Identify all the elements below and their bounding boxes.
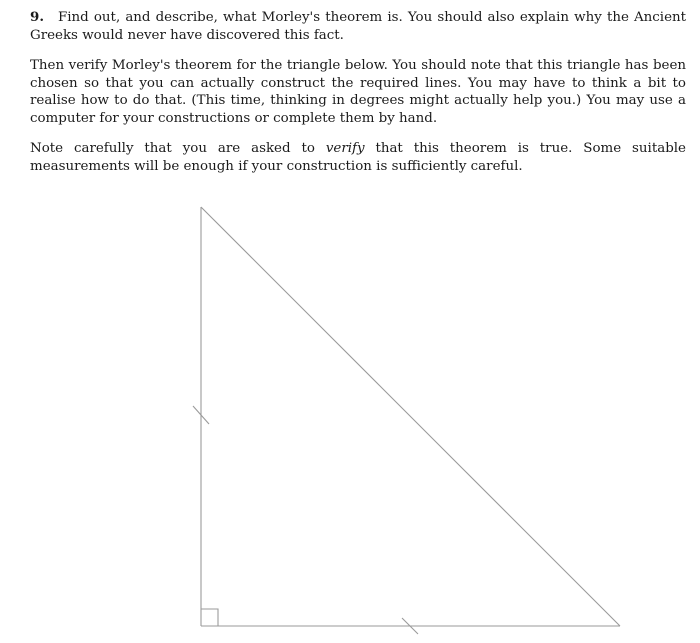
problem-number: 9. <box>30 9 44 25</box>
note-text-before: Note carefully that you are asked to <box>30 141 326 156</box>
triangle-hypotenuse <box>201 207 620 626</box>
problem-intro-text: Find out, and describe, what Morley's theorem is. You should also explain why the Ancient Greeks would never have discovered this fact. <box>30 10 686 43</box>
problem-verify-paragraph: Then verify Morley's theorem for the triangle below. You should note that this triangle has been chosen so that you can actually construct the required lines. You may have to think a bit to realise how to do that. (This time, thinking in degrees might actually help you.) You may use a computer for your constructions or complete them by hand. <box>30 58 686 126</box>
note-emphasis-verify: verify <box>325 141 365 156</box>
right-angle-marker <box>201 609 218 626</box>
note-text-after: that this theorem is true. Some suitable measurements will be enough if your construction is sufficiently careful. <box>30 141 686 174</box>
